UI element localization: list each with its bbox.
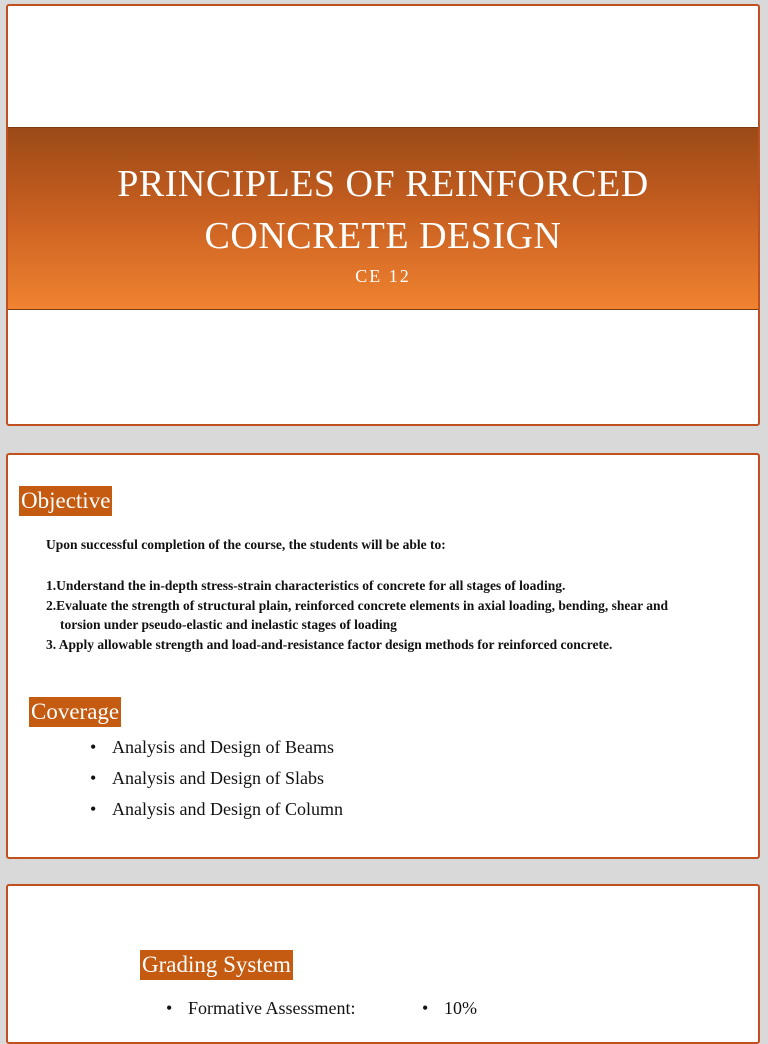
bullet-icon: • bbox=[422, 998, 429, 1018]
grading-label: Formative Assessment: bbox=[188, 998, 356, 1018]
bullet-icon: • bbox=[90, 768, 97, 788]
objective-item: 1.Understand the in-depth stress-strain characteristics of concrete for all stages of loading. bbox=[46, 578, 566, 593]
coverage-item-label: Analysis and Design of Beams bbox=[112, 737, 334, 757]
bullet-icon: • bbox=[166, 998, 173, 1018]
objective-heading: Objective bbox=[19, 486, 112, 516]
slide-title bbox=[8, 158, 758, 262]
course-code: CE 12 bbox=[355, 266, 411, 286]
coverage-item bbox=[90, 735, 343, 766]
coverage-list bbox=[90, 735, 343, 828]
grading-slide bbox=[6, 884, 760, 1044]
objective-slide bbox=[6, 453, 760, 859]
coverage-item-label: Analysis and Design of Slabs bbox=[112, 768, 324, 788]
grading-value-group bbox=[422, 998, 477, 1019]
coverage-item-label: Analysis and Design of Column bbox=[112, 799, 343, 819]
objective-intro: Upon successful completion of the course, the students will be able to: bbox=[46, 537, 446, 552]
bullet-icon: • bbox=[90, 737, 97, 757]
title-band bbox=[8, 127, 758, 310]
coverage-item bbox=[90, 797, 343, 828]
title-slide bbox=[6, 4, 760, 426]
grading-row bbox=[166, 998, 477, 1019]
objective-list bbox=[46, 576, 706, 654]
coverage-heading: Coverage bbox=[29, 697, 121, 727]
title-line-1: PRINCIPLES OF REINFORCED bbox=[117, 163, 649, 205]
objective-item: 3. Apply allowable strength and load-and-resistance factor design methods for reinforced concrete. bbox=[46, 636, 613, 652]
objective-item: 2.Evaluate the strength of structural plain, reinforced concrete elements in axial loading, bending, shear and torsion under pseudo-elastic and inelastic stages of loading bbox=[46, 597, 669, 632]
bullet-icon: • bbox=[90, 799, 97, 819]
title-line-2: CONCRETE DESIGN bbox=[204, 215, 562, 257]
coverage-item bbox=[90, 766, 343, 797]
grading-heading: Grading System bbox=[140, 950, 293, 980]
grading-value: 10% bbox=[444, 998, 477, 1018]
